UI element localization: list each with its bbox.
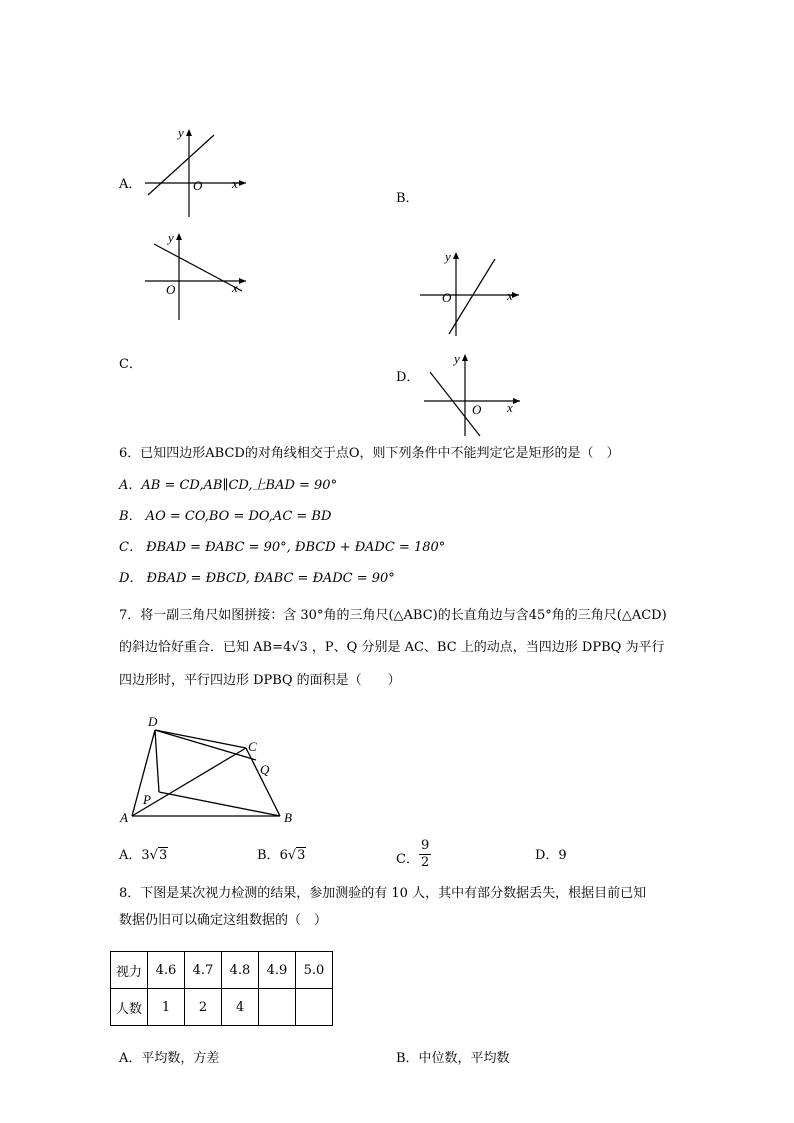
graph-a-origin: O	[193, 178, 203, 193]
graph-d-y-label: y	[454, 351, 460, 366]
q6-option-c: C． ÐBAD = ÐABC = 90°, ÐBCD + ÐADC = 180°	[119, 540, 446, 555]
table-cell: 4	[222, 989, 259, 1026]
q7-option-b: B．6√3	[257, 848, 306, 863]
fig-label-d: D	[148, 714, 158, 729]
option-a-label: A．	[119, 177, 142, 192]
graph-a	[140, 125, 250, 220]
fig-label-b: B	[284, 810, 292, 825]
fig-label-a: A	[120, 810, 128, 825]
q7-option-c: C． $\frac{9}{2}$	[396, 838, 430, 870]
table-row	[111, 952, 333, 989]
graph-b-origin: O	[166, 282, 176, 297]
table-cell: 4.6	[148, 952, 185, 989]
table-cell: 1	[148, 989, 185, 1026]
fig-label-q: Q	[260, 762, 270, 777]
fig-label-c: C	[248, 739, 257, 754]
q8-option-b: B．中位数，平均数	[396, 1051, 510, 1066]
table-header-cell: 视力	[111, 952, 148, 989]
q8-line-1: 8．下图是某次视力检测的结果，参加测验的有 10 人，其中有部分数据丢失，根据目前已知	[119, 886, 647, 901]
table-cell: 4.8	[222, 952, 259, 989]
graph-c-y-label: y	[445, 249, 451, 264]
q7-line-3: 四边形时，平行四边形 DPBQ 的面积是（ ）	[119, 673, 401, 688]
fig-label-p: P	[143, 792, 151, 807]
q6-stem: 6．已知四边形ABCD的对角线相交于点O，则下列条件中不能判定它是矩形的是（ ）	[119, 446, 620, 461]
q7-figure	[112, 708, 302, 830]
q7-line-2: 的斜边恰好重合．已知 AB=4√3 ，P、Q 分别是 AC、BC 上的动点，当四边形 DPBQ 为平行	[119, 640, 665, 655]
fraction-nine-halves: $\frac{9}{2}$	[420, 838, 430, 870]
graph-c-origin: O	[442, 290, 452, 305]
graph-d-origin: O	[472, 402, 482, 417]
graph-a-x-label: x	[232, 176, 238, 191]
graph-c-x-label: x	[507, 288, 513, 303]
q6-option-d: D． ÐBAD = ÐBCD, ÐABC = ÐADC = 90°	[119, 571, 395, 586]
q6-option-b: B． AO = CO,BO = DO,AC = BD	[119, 509, 332, 524]
table-header-cell: 人数	[111, 989, 148, 1026]
q8-option-a: A．平均数，方差	[119, 1051, 220, 1066]
table-cell: 4.7	[185, 952, 222, 989]
q7-option-d: D．9	[535, 848, 567, 863]
graph-a-y-label: y	[178, 125, 184, 140]
q6-option-a: A．AB = CD,AB∥CD,上BAD = 90°	[119, 478, 338, 493]
graph-b-y-label: y	[168, 230, 174, 245]
graph-b	[140, 228, 250, 323]
table-cell	[296, 989, 333, 1026]
q8-line-2: 数据仍旧可以确定这组数据的（ ）	[119, 913, 328, 928]
graph-d-x-label: x	[507, 400, 513, 415]
table-cell: 2	[185, 989, 222, 1026]
table-cell: 5.0	[296, 952, 333, 989]
option-b-label: B．	[396, 191, 419, 206]
graph-b-x-label: x	[232, 280, 238, 295]
option-d-label: D．	[396, 370, 420, 385]
table-cell: 4.9	[259, 952, 296, 989]
option-c-label: C．	[119, 357, 142, 372]
table-cell	[259, 989, 296, 1026]
graph-c	[415, 248, 525, 338]
table-row	[111, 989, 333, 1026]
q7-line-1: 7．将一副三角尺如图拼接：含 30°角的三角尺(△ABC)的长直角边与含45°角的三角尺(△ACD)	[119, 608, 667, 623]
q7-option-a: A．3√3	[119, 848, 168, 863]
vision-table	[110, 951, 333, 1026]
graph-d	[420, 350, 525, 440]
